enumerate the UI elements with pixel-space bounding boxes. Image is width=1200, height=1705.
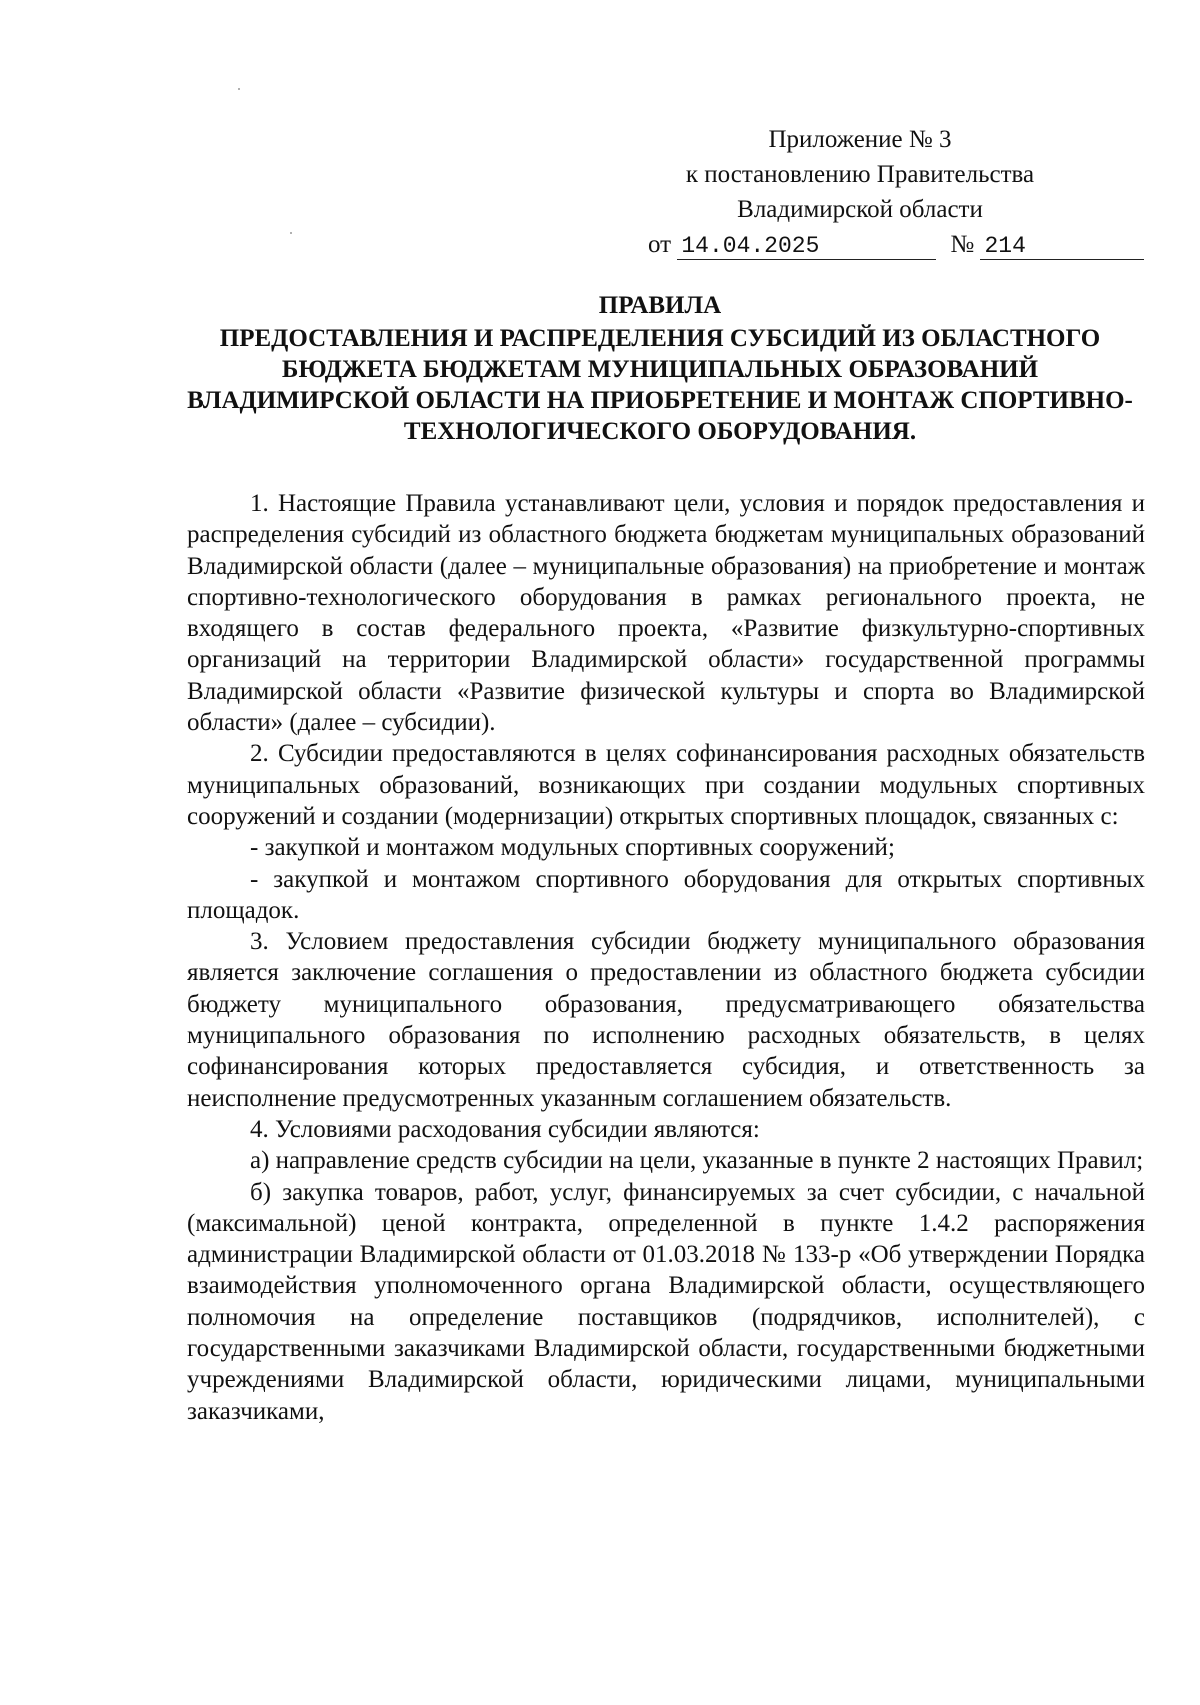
appendix-block [640, 122, 1080, 262]
document-body [187, 488, 1145, 1427]
appendix-reference: к постановлению Правительства [685, 161, 1035, 188]
scan-speck [238, 88, 240, 90]
paragraph-2-item-1: - закупкой и монтажом модульных спортивных сооружений; [250, 834, 895, 862]
number-label: № [950, 231, 975, 258]
paragraph-4: 4. Условиями расходования субсидии являются: [250, 1115, 760, 1143]
title-heading: ПРАВИЛА [598, 292, 722, 319]
paragraph-4-item-b: б) закупка товаров, работ, услуг, финансируемых за счет субсидии, с начальной (максимальной) ценой контракта, определенной в пункте 1.4.2 распоряжения администрации Владимирской области от 01.03.2018 № 133-р «Об утверждении Порядка взаимодействия уполномоченного органа Владимирской области, осуществляющего полномочия на определение поставщиков (подрядчиков, исполнителей), с государственными заказчиками Владимирской области, государственными бюджетными учреждениями Владимирской области, юридическими лицами, муниципальными заказчиками, [187, 1178, 1145, 1425]
paragraph-2-item-2: - закупкой и монтажом спортивного оборудования для открытых спортивных площадок. [187, 865, 1145, 924]
resolution-date: 14.04.2025 [677, 233, 936, 260]
title-subheading: ПРЕДОСТАВЛЕНИЯ И РАСПРЕДЕЛЕНИЯ СУБСИДИЙ ИЗ ОБЛАСТНОГО БЮДЖЕТА БЮДЖЕТАМ МУНИЦИПАЛЬНЫХ ОБРАЗОВАНИЙ ВЛАДИМИРСКОЙ ОБЛАСТИ НА ПРИОБРЕТЕНИЕ И МОНТАЖ СПОРТИВНО-ТЕХНОЛОГИЧЕСКОГО ОБОРУДОВАНИЯ. [187, 325, 1133, 445]
paragraph-3: 3. Условием предоставления субсидии бюджету муниципального образования является заключение соглашения о предоставлении из областного бюджета субсидии бюджету муниципального образования, предусматривающего обязательства муниципального образования по исполнению расходных обязательств, в целях софинансирования которых предоставляется субсидия, и ответственность за неисполнение предусмотренных указанным соглашением обязательств. [187, 928, 1145, 1112]
document-title [175, 290, 1145, 447]
paragraph-4-item-a: а) направление средств субсидии на цели, указанные в пункте 2 настоящих Правил; [250, 1147, 1144, 1175]
appendix-date-line [640, 227, 1080, 262]
appendix-number: Приложение № 3 [768, 126, 952, 153]
from-label: от [648, 231, 672, 258]
paragraph-2: 2. Субсидии предоставляются в целях софинансирования расходных обязательств муниципальных образований, возникающих при создании модульных спортивных сооружений и создании (модернизации) открытых спортивных площадок, связанных с: [187, 740, 1145, 830]
paragraph-1: 1. Настоящие Правила устанавливают цели, условия и порядок предоставления и распределения субсидий из областного бюджета бюджетам муниципальных образований Владимирской области (далее – муниципальные образования) на приобретение и монтаж спортивно-технологического оборудования в рамках регионального проекта, не входящего в состав федерального проекта, «Развитие физкультурно-спортивных организаций на территории Владимирской области» государственной программы Владимирской области «Развитие физической культуры и спорта во Владимирской области» (далее – субсидии). [187, 490, 1145, 737]
resolution-number: 214 [980, 233, 1144, 260]
appendix-region: Владимирской области [737, 196, 983, 223]
scan-speck [290, 232, 292, 234]
